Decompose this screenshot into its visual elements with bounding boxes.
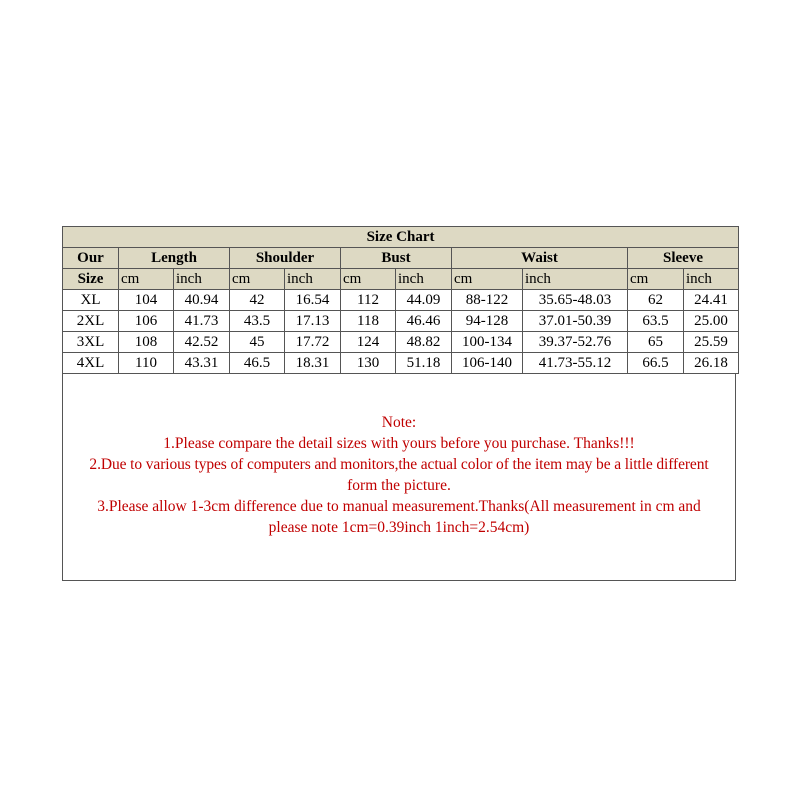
table-cell: 88-122 <box>452 290 523 311</box>
note-line-2a: 2.Due to various types of computers and monitors,the actual color of the item may be a little different <box>89 456 709 473</box>
table-cell: 35.65-48.03 <box>523 290 628 311</box>
table-cell: 46.46 <box>396 311 452 332</box>
table-cell: 39.37-52.76 <box>523 332 628 353</box>
size-cell: XL <box>63 290 119 311</box>
table-cell: 41.73 <box>174 311 230 332</box>
table-row <box>63 332 739 353</box>
table-cell: 18.31 <box>285 353 341 374</box>
size-cell: 4XL <box>63 353 119 374</box>
table-cell: 46.5 <box>230 353 285 374</box>
table-cell: 43.5 <box>230 311 285 332</box>
unit-label: inch <box>396 269 452 290</box>
size-cell: 3XL <box>63 332 119 353</box>
unit-label: cm <box>628 269 684 290</box>
table-cell: 62 <box>628 290 684 311</box>
unit-label: cm <box>452 269 523 290</box>
size-cell: 2XL <box>63 311 119 332</box>
table-cell: 42.52 <box>174 332 230 353</box>
table-cell: 25.00 <box>684 311 739 332</box>
table-cell: 48.82 <box>396 332 452 353</box>
table-cell: 45 <box>230 332 285 353</box>
table-cell: 25.59 <box>684 332 739 353</box>
unit-label: inch <box>174 269 230 290</box>
length-header: Length <box>119 248 230 269</box>
notes-panel <box>62 374 736 581</box>
note-line-3b: please note 1cm=0.39inch 1inch=2.54cm) <box>268 519 530 536</box>
table-cell: 118 <box>341 311 396 332</box>
shoulder-header: Shoulder <box>230 248 341 269</box>
table-cell: 26.18 <box>684 353 739 374</box>
table-cell: 17.13 <box>285 311 341 332</box>
note-heading: Note: <box>381 414 417 431</box>
unit-label: cm <box>341 269 396 290</box>
table-cell: 51.18 <box>396 353 452 374</box>
table-cell: 41.73-55.12 <box>523 353 628 374</box>
table-cell: 65 <box>628 332 684 353</box>
table-row <box>63 353 739 374</box>
chart-title: Size Chart <box>63 227 739 248</box>
note-line-1: 1.Please compare the detail sizes with yours before you purchase. Thanks!!! <box>163 435 635 452</box>
table-cell: 40.94 <box>174 290 230 311</box>
waist-header: Waist <box>452 248 628 269</box>
table-cell: 44.09 <box>396 290 452 311</box>
table-cell: 106 <box>119 311 174 332</box>
table-cell: 104 <box>119 290 174 311</box>
note-line-3a: 3.Please allow 1-3cm difference due to manual measurement.Thanks(All measurement in cm and <box>97 498 701 515</box>
sleeve-header: Sleeve <box>628 248 739 269</box>
table-cell: 24.41 <box>684 290 739 311</box>
table-cell: 63.5 <box>628 311 684 332</box>
unit-label: cm <box>230 269 285 290</box>
note-line-2b: form the picture. <box>347 477 451 494</box>
table-cell: 100-134 <box>452 332 523 353</box>
table-cell: 124 <box>341 332 396 353</box>
unit-label: inch <box>684 269 739 290</box>
table-row <box>63 311 739 332</box>
table-cell: 108 <box>119 332 174 353</box>
table-cell: 94-128 <box>452 311 523 332</box>
table-cell: 17.72 <box>285 332 341 353</box>
table-cell: 37.01-50.39 <box>523 311 628 332</box>
table-cell: 106-140 <box>452 353 523 374</box>
table-cell: 110 <box>119 353 174 374</box>
table-cell: 42 <box>230 290 285 311</box>
bust-header: Bust <box>341 248 452 269</box>
table-cell: 66.5 <box>628 353 684 374</box>
table-cell: 43.31 <box>174 353 230 374</box>
table-cell: 112 <box>341 290 396 311</box>
table-row <box>63 290 739 311</box>
table-cell: 16.54 <box>285 290 341 311</box>
size-header-top: Our <box>63 248 119 269</box>
unit-label: inch <box>523 269 628 290</box>
size-chart <box>62 226 738 581</box>
unit-label: inch <box>285 269 341 290</box>
size-header-bottom: Size <box>63 269 119 290</box>
size-table <box>62 226 739 374</box>
unit-label: cm <box>119 269 174 290</box>
table-cell: 130 <box>341 353 396 374</box>
